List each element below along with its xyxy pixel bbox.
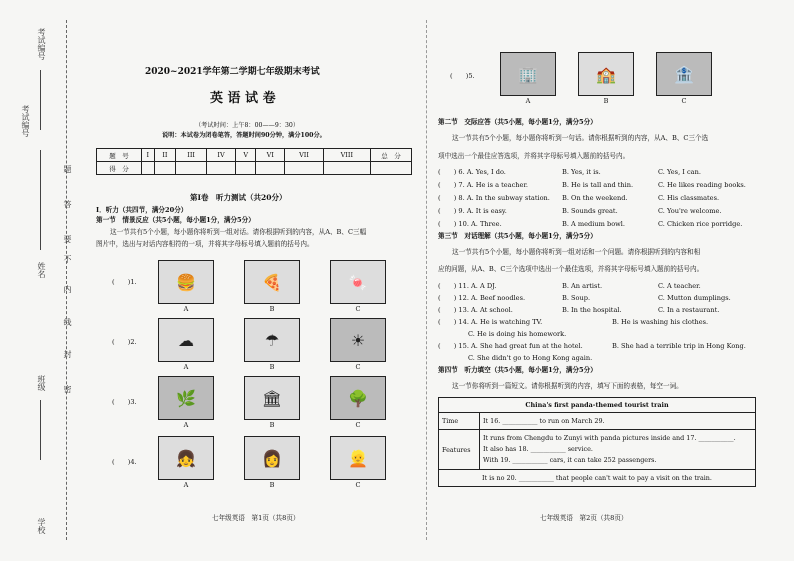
score-cell[interactable] xyxy=(236,162,256,175)
office-building-icon: 🏢 xyxy=(518,64,538,84)
hamburger-picture xyxy=(158,260,214,304)
option-label: C xyxy=(681,97,687,105)
header-cell: V xyxy=(236,149,256,162)
score-cell[interactable] xyxy=(323,162,370,175)
option-label: A xyxy=(183,363,189,371)
option-label: C xyxy=(355,363,361,371)
option-c: C. Yes, I can. xyxy=(658,168,701,176)
school-label: 学校 xyxy=(37,518,46,534)
left-page xyxy=(90,0,420,561)
girl-picture-a xyxy=(158,436,214,480)
option-label: B xyxy=(269,305,275,313)
seal-word: 题 xyxy=(63,165,72,173)
option-label: A xyxy=(183,305,189,313)
time-label: Time xyxy=(439,413,480,430)
option-b: B. She had a terrible trip in Hong Kong. xyxy=(612,342,746,350)
option-b: B. Soup. xyxy=(562,294,591,302)
score-cell[interactable] xyxy=(176,162,207,175)
seal-word: 密 xyxy=(63,385,72,393)
exam-subtitle: 英 语 试 卷 xyxy=(210,91,276,106)
option-label: C xyxy=(355,481,361,489)
time-note: （考试时间：上午8：00——9：30） xyxy=(195,122,300,129)
option-c: C. In a restaurant. xyxy=(658,306,720,314)
question-2-number[interactable]: ( )2. xyxy=(112,338,137,346)
header-cell: III xyxy=(176,149,207,162)
option-label: A xyxy=(183,421,189,429)
sunny-picture xyxy=(330,318,386,362)
seal-line xyxy=(66,20,67,540)
class-label: 班级 xyxy=(37,375,46,391)
option-label: B xyxy=(603,97,609,105)
question-4-number[interactable]: ( )4. xyxy=(112,458,137,466)
place-picture-b xyxy=(244,376,300,420)
option-c: C. Chicken rice porridge. xyxy=(658,220,743,228)
windy-picture xyxy=(244,318,300,362)
header-cell: II xyxy=(154,149,176,162)
section3-instruction: 这一节共有5个小题，每小题你将听到一组对话和一个问题。请你根据听到的内容和相 xyxy=(452,248,701,256)
header-cell: VI xyxy=(256,149,285,162)
score-table xyxy=(96,148,412,175)
exam-no-line xyxy=(40,70,41,130)
section1-instruction: 图片中，选出与对话内容相符的一项，并将其字母标号填入题前的括号内。 xyxy=(96,240,314,248)
candy-picture xyxy=(330,260,386,304)
bank-icon: 🏦 xyxy=(674,64,694,84)
option-b: B. A medium bowl. xyxy=(562,220,626,228)
umbrella-icon: ☂ xyxy=(264,330,280,350)
option-b: B. An artist. xyxy=(562,282,603,290)
option-b: B. In the hospital. xyxy=(562,306,622,314)
tree-icon: 🌳 xyxy=(348,388,368,408)
option-c: C. You're welcome. xyxy=(658,207,722,215)
section4-heading: 第四节 听力填空（共5小题，每小题1分，满分5分） xyxy=(438,366,597,374)
time-text[interactable]: It 16. ___________ to run on March 29. xyxy=(480,413,756,430)
score-cell[interactable] xyxy=(142,162,155,175)
class-line xyxy=(40,400,41,460)
listening-table xyxy=(438,397,756,487)
header-cell: 总 分 xyxy=(371,149,412,162)
question-10[interactable]: ( ) 10. A. Three. xyxy=(438,220,502,228)
exam-title: 2020~2021学年第二学期七年级期末考试 xyxy=(145,67,320,77)
woman-icon: 👩 xyxy=(262,448,282,468)
option-label: C xyxy=(355,421,361,429)
section2-instruction: 这一节共有5个小题，每小题你将听到一句话。请你根据听到的内容，从A、B、C三个选 xyxy=(452,134,709,142)
header-cell: I xyxy=(142,149,155,162)
seal-word: 线 xyxy=(63,318,72,326)
section1-instruction: 这一节共有5个小题，每小题你将听到一组对话。请你根据听到的内容，从A、B、C三幅 xyxy=(110,228,367,236)
building-picture-a xyxy=(500,52,556,96)
building-picture-c xyxy=(656,52,712,96)
exam-no-label: 考试编号 xyxy=(37,28,46,60)
score-table-header xyxy=(97,149,412,162)
question-15[interactable]: ( ) 15. A. She had great fun at the hotel. xyxy=(438,342,583,350)
girl-picture-c xyxy=(330,436,386,480)
school-icon: 🏫 xyxy=(596,64,616,84)
cloud-icon: ☁ xyxy=(178,330,194,350)
option-b: B. Sounds great. xyxy=(562,207,618,215)
section1-heading: 第一节 情景反应（共5小题，每小题1分，满分5分） xyxy=(96,216,255,224)
option-label: B xyxy=(269,421,275,429)
feature-line[interactable]: With 19. ___________ cars, it can take 252 passengers. xyxy=(483,456,657,464)
feature-line[interactable]: It also has 18. ___________ service. xyxy=(483,445,593,453)
hamburger-icon: 🍔 xyxy=(176,272,196,292)
place-picture-a xyxy=(158,376,214,420)
right-page xyxy=(432,0,784,561)
section3-heading: 第三节 对话理解（共5小题，每小题1分，满分5分） xyxy=(438,232,597,240)
question-14[interactable]: ( ) 14. A. He is watching TV. xyxy=(438,318,543,326)
cloudy-picture xyxy=(158,318,214,362)
question-12[interactable]: ( ) 12. A. Beef noodles. xyxy=(438,294,526,302)
instructions-note: 说明：本试卷为闭卷笔答，答题时间90分钟，满分100分。 xyxy=(162,132,326,139)
question-5-number[interactable]: ( )5. xyxy=(450,72,475,80)
section2-instruction: 项中选出一个最佳应答选项，并将其字母标号填入题前的括号内。 xyxy=(438,152,630,160)
question-8[interactable]: ( ) 8. A. In the subway station. xyxy=(438,194,550,202)
seal-word: 不 xyxy=(63,255,72,263)
score-cell[interactable] xyxy=(256,162,285,175)
header-cell: IV xyxy=(206,149,235,162)
curly-hair-girl-icon: 👱 xyxy=(348,448,368,468)
name-line xyxy=(40,150,41,250)
right-page-footer: 七年级英语 第2页（共8页） xyxy=(540,514,628,522)
option-label: B xyxy=(269,481,275,489)
seal-word: 答 xyxy=(63,200,72,208)
features-label: Features xyxy=(439,430,480,470)
question-11[interactable]: ( ) 11. A. A DJ. xyxy=(438,282,497,290)
option-label: B xyxy=(269,363,275,371)
option-b: B. Yes, it is. xyxy=(562,168,601,176)
header-cell: VIII xyxy=(323,149,370,162)
option-label: C xyxy=(355,305,361,313)
feature-line[interactable]: It runs from Chengdu to Zunyi with panda pictures inside and 17. ___________. xyxy=(483,434,736,442)
section4-instruction: 这一节你将听到一篇短文。请你根据听到的内容，填写下面的表格，每空一词。 xyxy=(452,382,683,390)
pizza-picture xyxy=(244,260,300,304)
question-13[interactable]: ( ) 13. A. At school. xyxy=(438,306,513,314)
score-label: 得 分 xyxy=(97,162,142,175)
plant-icon: 🌿 xyxy=(176,388,196,408)
seal-word: 内 xyxy=(63,285,72,293)
building-picture-b xyxy=(578,52,634,96)
section3-instruction: 应的问题，从A、B、C三个选项中选出一个最佳选项，并将其字母标号填入题前的括号内。 xyxy=(438,265,704,273)
option-label: A xyxy=(183,481,189,489)
option-b: B. He is tall and thin. xyxy=(562,181,634,189)
option-b: B. He is washing his clothes. xyxy=(612,318,709,326)
building-icon: 🏛 xyxy=(261,388,283,408)
option-c: C. A teacher. xyxy=(658,282,701,290)
exam-no-label-2: 考试编号 xyxy=(21,105,30,137)
page-divider xyxy=(426,20,427,540)
girl-icon: 👧 xyxy=(176,448,196,468)
place-picture-c xyxy=(330,376,386,420)
option-c: C. She didn't go to Hong Kong again. xyxy=(468,354,593,362)
question-3-number[interactable]: ( )3. xyxy=(112,398,137,406)
score-cell[interactable] xyxy=(285,162,323,175)
table-title: China's first panda-themed tourist train xyxy=(439,398,756,413)
part1-heading: 第I卷 听力测试（共20分） xyxy=(190,193,287,202)
seal-word: 要 xyxy=(63,235,72,243)
sun-icon: ☀ xyxy=(350,330,366,350)
left-page-footer: 七年级英语 第1页（共8页） xyxy=(212,514,300,522)
score-cell[interactable] xyxy=(371,162,412,175)
header-cell: 题 号 xyxy=(97,149,142,162)
option-c: C. He likes reading books. xyxy=(658,181,746,189)
table-last-row[interactable]: It is no 20. ___________ that people can't wait to pay a visit on the train. xyxy=(439,470,756,487)
option-label: A xyxy=(525,97,531,105)
pizza-icon: 🍕 xyxy=(262,272,282,292)
score-cell[interactable] xyxy=(206,162,235,175)
section-I-heading: I．听力（共四节，满分20分） xyxy=(96,206,188,214)
question-6[interactable]: ( ) 6. A. Yes, I do. xyxy=(438,168,506,176)
header-cell: VII xyxy=(285,149,323,162)
candy-icon: 🍬 xyxy=(348,272,368,292)
seal-word: 封 xyxy=(63,350,72,358)
girl-picture-b xyxy=(244,436,300,480)
option-c: C. He is doing his homework. xyxy=(468,330,567,338)
features-cell xyxy=(480,430,756,470)
name-label: 姓名 xyxy=(37,262,46,278)
question-1-number[interactable]: ( )1. xyxy=(112,278,137,286)
option-c: C. His classmates. xyxy=(658,194,720,202)
question-7[interactable]: ( ) 7. A. He is a teacher. xyxy=(438,181,528,189)
score-table-row xyxy=(97,162,412,175)
score-cell[interactable] xyxy=(154,162,176,175)
section2-heading: 第二节 交际应答（共5小题，每小题1分，满分5分） xyxy=(438,118,597,126)
option-c: C. Mutton dumplings. xyxy=(658,294,731,302)
question-9[interactable]: ( ) 9. A. It is easy. xyxy=(438,207,507,215)
option-b: B. On the weekend. xyxy=(562,194,628,202)
